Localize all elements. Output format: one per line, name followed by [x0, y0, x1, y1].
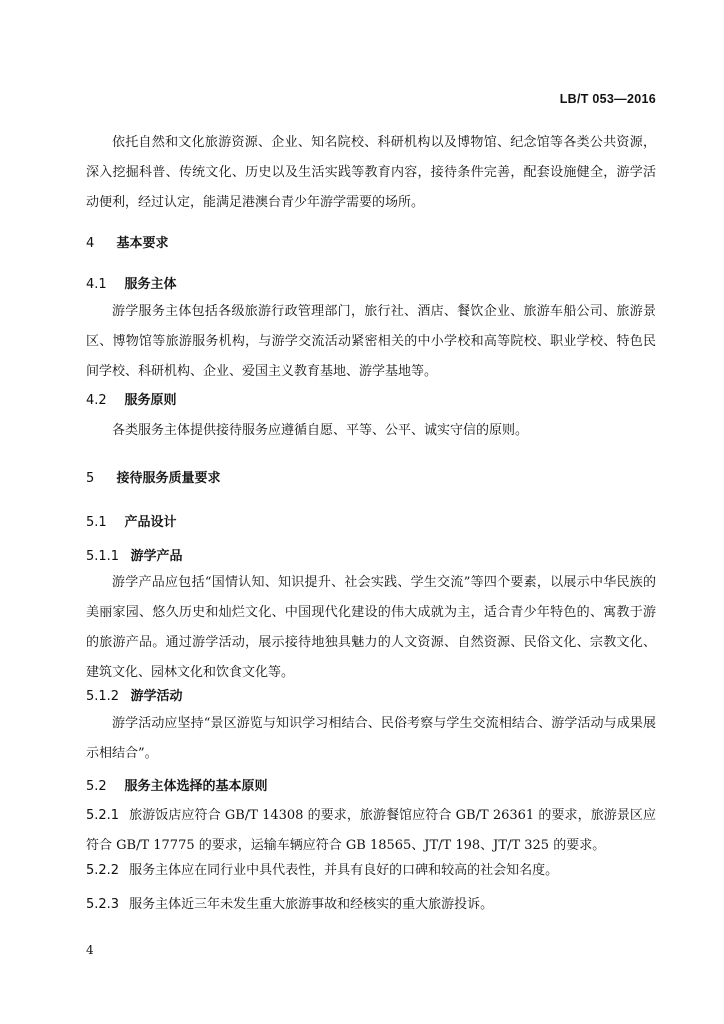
- clause-number: 5.2.1: [86, 808, 120, 823]
- section-title: 产品设计: [124, 515, 177, 530]
- section-number: 5.1.1: [86, 549, 120, 564]
- paragraph-5-1-1: 游学产品应包括“国情认知、知识提升、社会实践、学生交流”等四个要素，以展示中华民族的美丽家园、悠久历史和灿烂文化、中国现代化建设的伟大成就为主，适合青少年特色的、寓教于游的旅游产品。通过游学活动，展示接待地独具魅力的人文资源、自然资源、民俗文化、宗教文化、建筑文化、园林文化和饮食文化等。: [86, 575, 656, 680]
- paragraph-4-2: 各类服务主体提供接待服务应遵循自愿、平等、公平、诚实守信的原则。: [112, 423, 529, 438]
- section-heading-5-1-1: [86, 545, 183, 564]
- section-number: 4.1: [86, 277, 107, 292]
- section-number: 5.2: [86, 779, 107, 794]
- section-title: 服务主体选择的基本原则: [124, 779, 268, 794]
- clause-number: 5.2.3: [86, 897, 120, 912]
- clause-5-2-2: [86, 856, 656, 886]
- clause-text: 服务主体近三年未发生重大旅游事故和经核实的重大旅游投诉。: [129, 897, 494, 912]
- paragraph-5-1-2: 游学活动应坚持“景区游览与知识学习相结合、民俗考察与学生交流相结合、游学活动与成果展示相结合”。: [86, 716, 656, 761]
- clause-text: 旅游饭店应符合 GB/T 14308 的要求，旅游餐馆应符合 GB/T 26361 的要求，旅游景区应符合 GB/T 17775 的要求，运输车辆应符合 GB 18565、JT/T 198、JT/T 325 的要求。: [86, 808, 656, 853]
- section-heading-5-1-2: [86, 685, 183, 704]
- section-title: 服务原则: [124, 393, 177, 408]
- section-title: 游学产品: [130, 549, 183, 564]
- document-code: LB/T 053—2016: [559, 92, 656, 106]
- section-number: 4.2: [86, 393, 107, 408]
- clause-5-2-3: [86, 890, 656, 920]
- section-title: 接待服务质量要求: [116, 471, 221, 486]
- clause-number: 5.2.2: [86, 863, 120, 878]
- section-number: 5.1: [86, 515, 107, 530]
- section-title: 服务主体: [124, 277, 177, 292]
- section-heading-4-2: [86, 389, 177, 408]
- section-number: 4: [86, 236, 95, 251]
- section-heading-5-2: [86, 775, 268, 794]
- section-heading-5-1: [86, 511, 177, 530]
- clause-5-2-1: [86, 801, 656, 861]
- intro-paragraph: 依托自然和文化旅游资源、企业、知名院校、科研机构以及博物馆、纪念馆等各类公共资源，深入挖掘科普、传统文化、历史以及生活实践等教育内容，接待条件完善，配套设施健全，游学活动便利，经过认定，能满足港澳台青少年游学需要的场所。: [86, 135, 656, 210]
- section-title: 基本要求: [116, 236, 169, 251]
- page-number: 4: [86, 943, 94, 957]
- section-heading-4: [86, 232, 169, 251]
- section-number: 5.1.2: [86, 689, 120, 704]
- section-number: 5: [86, 471, 95, 486]
- paragraph-4-1: 游学服务主体包括各级旅游行政管理部门，旅行社、酒店、餐饮企业、旅游车船公司、旅游景区、博物馆等旅游服务机构，与游学交流活动紧密相关的中小学校和高等院校、职业学校、特色民间学校、科研机构、企业、爱国主义教育基地、游学基地等。: [86, 304, 656, 379]
- section-heading-4-1: [86, 273, 177, 292]
- clause-text: 服务主体应在同行业中具代表性，并具有良好的口碑和较高的社会知名度。: [129, 863, 559, 878]
- section-heading-5: [86, 467, 221, 486]
- section-title: 游学活动: [130, 689, 183, 704]
